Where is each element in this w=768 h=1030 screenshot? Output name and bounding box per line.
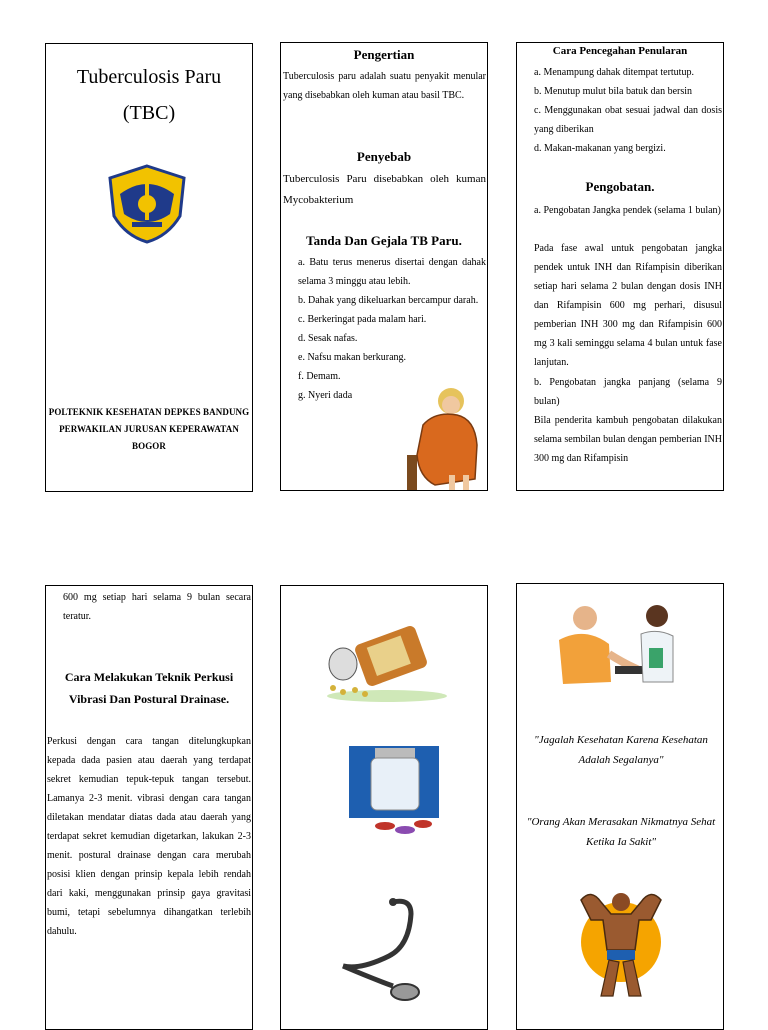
- sick-person-illustration: [405, 385, 488, 491]
- quotes-panel: [516, 583, 724, 1030]
- cover-title-line2: (TBC): [122, 102, 176, 124]
- pengobatan-b-text: Bila penderita kambuh pengobatan dilakukan selama sembilan bulan dengan pemberian INH 300 mg dan Rifampisin: [534, 415, 722, 464]
- pencegahan-item: a. Menampung dahak ditempat tertutup.: [534, 67, 694, 78]
- tbc-logo-icon: [106, 164, 188, 244]
- gejala-item: f. Demam.: [298, 371, 341, 382]
- technique-heading: [46, 666, 252, 710]
- pengertian-text: Tuberculosis paru adalah suatu penyakit menular yang disebabkan oleh kuman atau basil TBC.: [283, 71, 486, 101]
- pencegahan-list: [534, 63, 722, 158]
- pengobatan-a: a. Pengobatan Jangka pendek (selama 1 bulan): [534, 205, 721, 216]
- gejala-item: a. Batu terus menerus disertai dengan dahak selama 3 minggu atau lebih.: [298, 257, 486, 287]
- prevention-treatment-panel: [516, 42, 724, 491]
- stethoscope-illustration: [331, 896, 441, 1006]
- pengobatan-b: b. Pengobatan jangka panjang (selama 9 bulan): [534, 377, 722, 407]
- institution-line2: PERWAKILAN JURUSAN KEPERAWATAN: [59, 424, 239, 434]
- definition-panel: [280, 42, 488, 491]
- pencegahan-item: b. Menutup mulut bila batuk dan bersin: [534, 86, 693, 97]
- institution-name: [48, 404, 250, 455]
- medicine-jar-illustration: [319, 624, 449, 704]
- penyebab-text: Tuberculosis Paru disebabkan oleh kuman Mycobakterium: [283, 173, 486, 206]
- gejala-item: g. Nyeri dada: [298, 390, 353, 401]
- technique-heading-line2: Vibrasi Dan Postural Drainase.: [68, 692, 230, 706]
- pengobatan-a-text: Pada fase awal untuk pengobatan jangka pendek untuk INH dan Rifampisin diberikan setiap hari selama 2 bulan dengan dosis INH dan Rifampisin 600 mg perhari, disusul pemberian INH 300 mg dan Rifampisin 600 mg 3 kali seminggu selama 4 bulan untuk fase lanjutan.: [534, 243, 722, 368]
- pill-bottle-illustration: [345, 746, 445, 838]
- pengertian-heading: Pengertian: [353, 47, 415, 62]
- doctor-patient-illustration: [545, 604, 695, 704]
- gejala-item: e. Nafsu makan berkurang.: [298, 352, 407, 363]
- institution-line3: BOGOR: [131, 441, 166, 451]
- pengobatan-heading: Pengobatan.: [585, 179, 655, 194]
- cover-panel: [45, 43, 253, 492]
- gejala-item: d. Sesak nafas.: [298, 333, 358, 344]
- gejala-list: [298, 253, 486, 405]
- quote-2: "Orang Akan Merasakan Nikmatnya Sehat Ketika Ia Sakit": [526, 816, 716, 848]
- continuation-text: 600 mg setiap hari selama 9 bulan secara teratur.: [63, 592, 251, 622]
- muscleman-illustration: [571, 880, 671, 1000]
- gejala-heading: Tanda Dan Gejala TB Paru.: [306, 233, 462, 248]
- technique-panel: [45, 585, 253, 1030]
- technique-body: Perkusi dengan cara tangan ditelungkupkan kepada dada pasien atau daerah yang terdapat sekret kemudian tepuk-tepuk tangan tersebut. Lamanya 2-3 menit. vibrasi dengan cara tangan diletakan mendatar diatas dada atau daerah yang terdapat sekret kemudian digetarkan, lakukan 2-3 menit. postural drainase dengan cara merubah posisi klien dengan prinsip kepala lebih rendah dari kaki, menggunakan prinsip gaya gravitasi bumi, tetapi sebelumnya dihangatkan terlebih dahulu.: [47, 736, 251, 937]
- institution-line1: POLTEKNIK KESEHATAN DEPKES BANDUNG: [48, 407, 250, 417]
- cover-title-line1: Tuberculosis Paru: [76, 66, 222, 88]
- technique-heading-line1: Cara Melakukan Teknik Perkusi: [64, 670, 234, 684]
- quote-1: "Jagalah Kesehatan Karena Kesehatan Adalah Segalanya": [534, 734, 708, 766]
- pencegahan-heading: Cara Pencegahan Penularan: [552, 45, 688, 57]
- gejala-item: b. Dahak yang dikeluarkan bercampur darah.: [298, 295, 479, 306]
- pencegahan-item: c. Menggunakan obat sesuai jadwal dan dosis yang diberikan: [534, 105, 722, 135]
- gejala-item: c. Berkeringat pada malam hari.: [298, 314, 427, 325]
- illustration-panel: [280, 585, 488, 1030]
- penyebab-heading: Penyebab: [356, 149, 412, 164]
- pencegahan-item: d. Makan-makanan yang bergizi.: [534, 143, 666, 154]
